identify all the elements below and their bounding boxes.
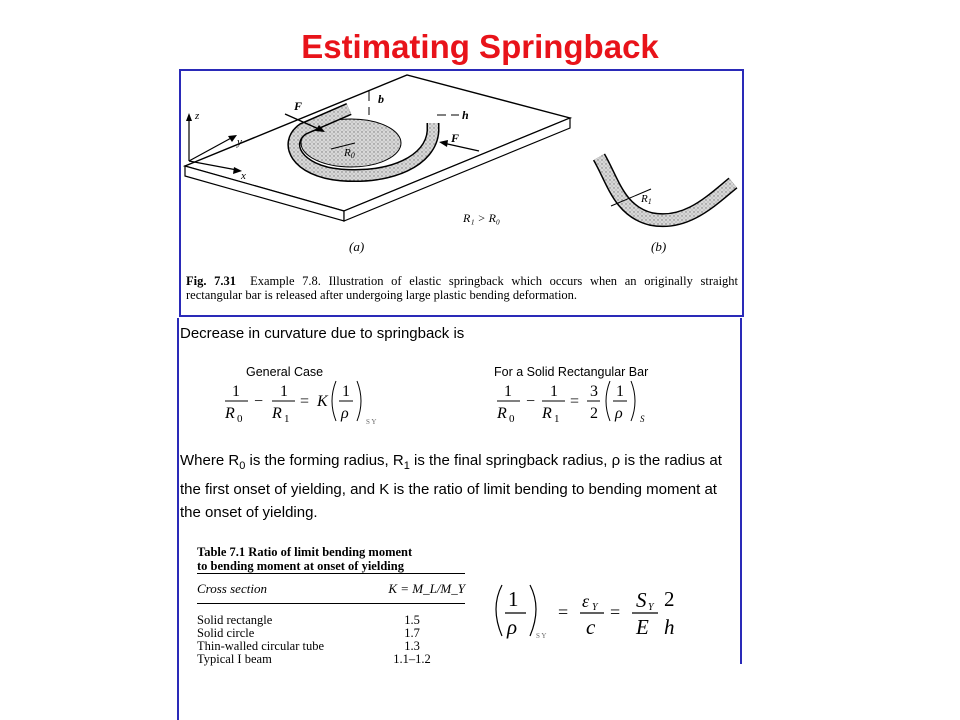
svg-text:0: 0 (237, 413, 243, 425)
figure-number: Fig. 7.31 (186, 274, 237, 288)
svg-text:S Y: S Y (536, 632, 547, 640)
svg-text:S Y: S Y (366, 418, 377, 426)
svg-text:0: 0 (509, 413, 515, 425)
yield-curvature-formula (490, 580, 700, 644)
svg-text:S: S (640, 414, 645, 424)
relation-label: R₁ > R₀ (463, 211, 501, 225)
table-row: Solid rectangle 1.5 (197, 613, 420, 627)
z-label: z (195, 110, 200, 122)
where-sub1: 1 (403, 460, 410, 472)
table-row: Typical I beam 1.1–1.2 (197, 652, 431, 666)
svg-text:R: R (272, 405, 282, 422)
where-part2: is the forming radius, R (245, 452, 404, 469)
svg-text:R: R (497, 405, 507, 422)
where-part1: Where R (180, 452, 240, 469)
svg-text:−: − (254, 393, 264, 410)
svg-text:−: − (526, 393, 536, 410)
table-header (197, 574, 465, 603)
rect-case-formula (494, 376, 664, 426)
h-label: h (462, 108, 469, 122)
figure-caption-text: Example 7.8. Illustration of elastic springback which occurs when an originally straight rectangular bar is released after undergoing large plastic bending deformation. (186, 274, 739, 302)
svg-text:Y: Y (648, 602, 654, 613)
svg-text:E: E (636, 615, 649, 639)
svg-text:1: 1 (550, 383, 558, 400)
frame-right-border (740, 318, 742, 664)
svg-text:S: S (636, 588, 647, 612)
svg-text:1: 1 (504, 383, 512, 400)
svg-text:K: K (317, 393, 328, 410)
svg-text:1: 1 (342, 383, 350, 400)
svg-text:2: 2 (590, 405, 598, 422)
where-part3: is the final springback radius, ρ is the radius at the first onset of yielding, and K is the ratio of limit bending to bending moment at the onset of yielding. (180, 452, 722, 521)
r0-label: R0 (344, 147, 355, 160)
table-title-line2: to bending moment at onset of yielding (197, 559, 404, 573)
svg-text:=: = (300, 393, 310, 410)
svg-text:ρ: ρ (615, 405, 623, 422)
general-case-label: General Case (246, 365, 324, 379)
svg-text:R: R (225, 405, 235, 422)
svg-text:ε: ε (582, 591, 590, 611)
panel-b-label: (b) (651, 239, 667, 254)
x-label: x (241, 170, 246, 182)
svg-text:=: = (570, 393, 580, 410)
svg-text:c: c (586, 615, 596, 639)
definitions-paragraph (180, 449, 740, 524)
force-right-label: F (451, 131, 460, 145)
svg-text:h: h (664, 615, 675, 639)
svg-text:R: R (542, 405, 552, 422)
intro-text: Decrease in curvature due to springback is (180, 325, 465, 342)
figure-box (179, 69, 744, 317)
rect-case-label: For a Solid Rectangular Bar (494, 365, 649, 379)
svg-text:1: 1 (554, 413, 560, 425)
svg-text:1: 1 (232, 383, 240, 400)
svg-text:2: 2 (664, 587, 675, 611)
general-case-formula (222, 376, 392, 426)
panel-a-label: (a) (349, 239, 365, 254)
b-label: b (378, 92, 384, 106)
svg-text:Y: Y (592, 602, 598, 613)
svg-text:1: 1 (616, 383, 624, 400)
table-row: Solid circle 1.7 (197, 626, 420, 640)
table-row: Thin-walled circular tube 1.3 (197, 639, 420, 653)
table-header-rule (197, 603, 465, 604)
y-label: y (237, 136, 242, 148)
svg-text:ρ: ρ (507, 615, 518, 639)
force-left-label: F (294, 99, 303, 113)
r1-label: R1 (641, 193, 652, 206)
svg-text:1: 1 (508, 587, 519, 611)
k-ratio-table (197, 545, 465, 666)
svg-text:3: 3 (590, 383, 598, 400)
svg-text:1: 1 (284, 413, 290, 425)
svg-text:=: = (610, 602, 621, 622)
col-cross-section: Cross section (197, 581, 267, 596)
table-title-line1: Table 7.1 Ratio of limit bending moment (197, 545, 413, 559)
svg-text:1: 1 (280, 383, 288, 400)
svg-text:=: = (558, 602, 569, 622)
frame-left-border (177, 318, 179, 720)
slide-title: Estimating Springback (301, 28, 659, 65)
figure-caption (186, 274, 738, 302)
col-k: K = M_L/M_Y (388, 581, 465, 596)
svg-text:ρ: ρ (341, 405, 349, 422)
where-sub0: 0 (239, 460, 246, 472)
